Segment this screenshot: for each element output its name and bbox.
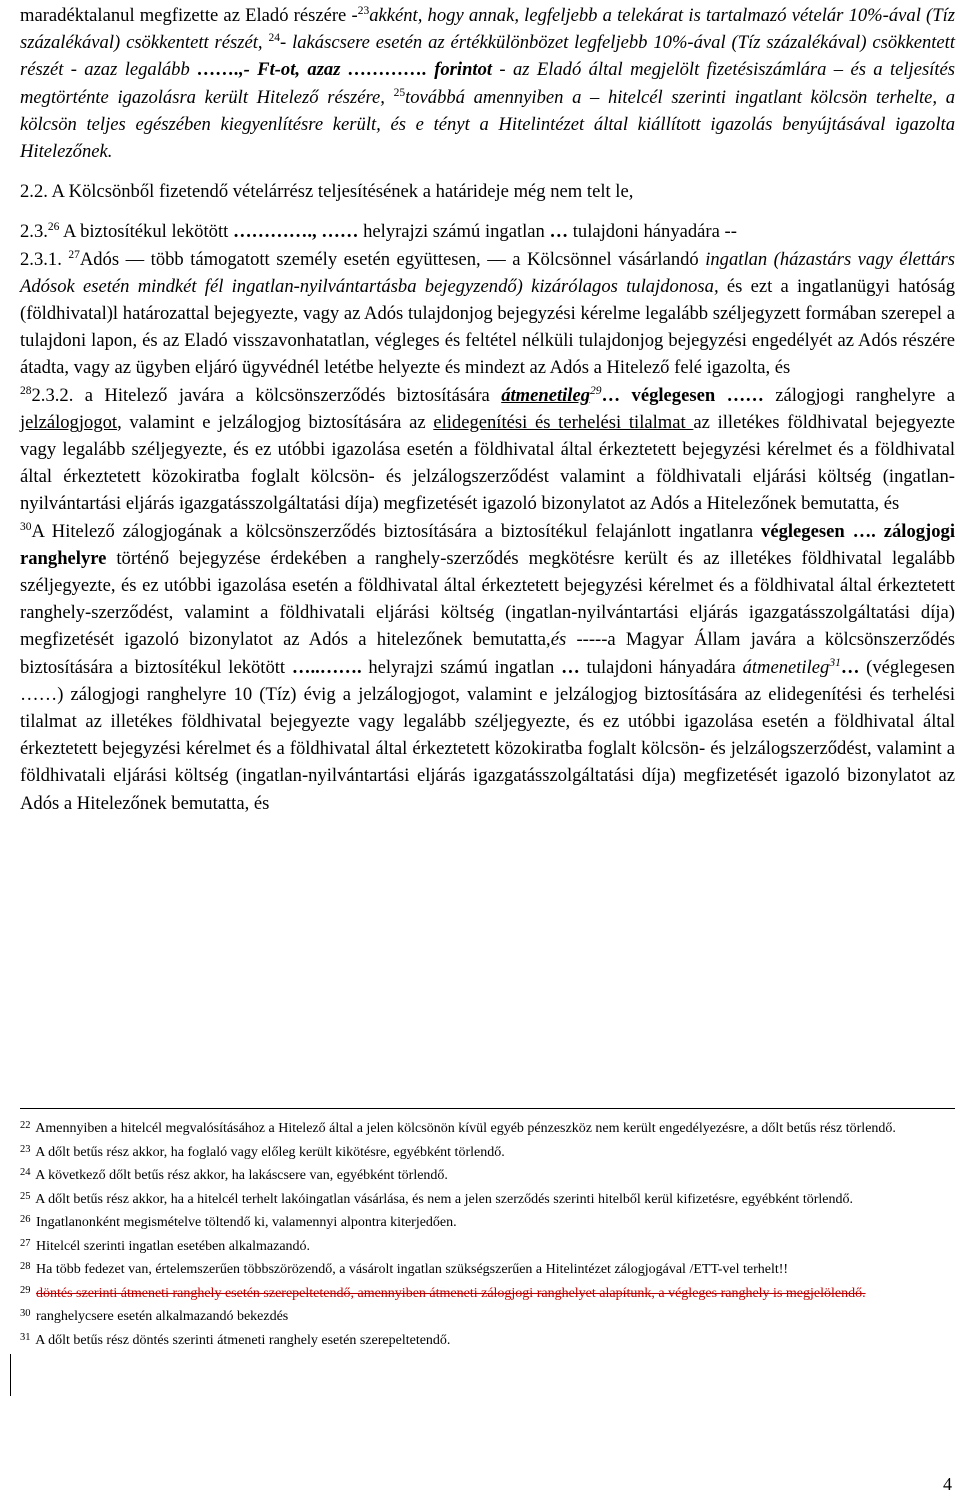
text-run: –– több támogatott személy esetén együttesen, ––: [125, 248, 506, 270]
footnote-text-deleted: döntés szerinti átmeneti ranghely esetén szerepeltetendő, amennyiben átmeneti zálogjogi ranghelyet alapítunk, a végleges ranghely is megjelölendő.: [36, 1285, 866, 1301]
page-number: 4: [943, 1474, 952, 1494]
footnote-number: 22: [20, 1120, 31, 1131]
footnote-number: 26: [20, 1214, 31, 1225]
text-run-bold-italic: átmenetileg: [501, 384, 591, 406]
footnote-number: 23: [20, 1143, 31, 1155]
text-run-bold: véglegesen …. zálogjogi ranghelyre: [20, 520, 955, 569]
footnote-29: [20, 1283, 955, 1305]
footnote-ref-23[interactable]: 23: [357, 5, 370, 17]
text-run: az illetékes földhivatal bejegyezte vagy legalább széljegyezte, és ez utóbbi igazolása esetén a földhivatal által érkeztetett bejegyzési kérelmet és a földhivatal által érkeztetett közokiratba foglalt kölcsön- és jelzálogszerződést valamint a földhivatali eljárási költség (ingatlan-nyilvántartási eljárás igazgatásszolgáltatási díja) megfizetését igazoló bizonylatot az Adós a Hitelezőnek bemutatta, és: [20, 411, 955, 515]
footnote-ref-29[interactable]: 29: [590, 384, 602, 397]
paragraph-2-3: [20, 218, 955, 245]
footnote-25: [20, 1189, 955, 1211]
text-run: maradéktalanul megfizette az Eladó részére -: [20, 5, 358, 26]
footnote-number: 30: [20, 1308, 31, 1319]
footnote-ref-30[interactable]: 30: [20, 520, 32, 533]
amount-placeholder: …….,- Ft-ot, azaz …………. forintot: [197, 59, 493, 81]
footnote-text: Ha több fedezet van, értelemszerűen többszörözendő, a vásárolt ingatlan szükségszerűen a Hitelintézet zálogjogával /ETT-vel terhelt!!: [36, 1262, 789, 1277]
text-run-underlined: jelzálogjogot: [20, 411, 118, 433]
footnote-text: A dőlt betűs rész akkor, ha foglaló vagy előleg került kikötésre, egyébként törlendő.: [35, 1144, 505, 1160]
section-number: 2.3.2. a Hitelező javára a kölcsönszerződés biztosítására: [31, 384, 502, 406]
footnote-text: A dőlt betűs rész akkor, ha a hitelcél terhelt lakóingatlan vásárlása, és nem a jelen szerződés szerinti hitelből kerül kifizetésre, egyébként törlendő.: [35, 1191, 853, 1207]
text-run-underlined: elidegenítési és terhelési tilalmat: [433, 411, 694, 433]
footnote-text: Ingatlanonként megismételve töltendő ki, valamennyi alpontra kiterjedően.: [36, 1215, 457, 1230]
footnote-number: 31: [20, 1331, 31, 1343]
section-number: 2.3.: [20, 221, 48, 243]
footnotes: [20, 1118, 955, 1353]
footnote-number: 29: [20, 1284, 31, 1296]
section-number: 2.3.1.: [20, 248, 69, 270]
share-placeholder: …: [561, 656, 580, 678]
footnote-number: 27: [20, 1237, 31, 1249]
text-run-italic: - lakáscsere esetén az értékkülönbözet legfeljebb 10%-ával (Tíz százalékával) csökkentett részét - azaz legalább: [20, 32, 956, 81]
footnote-ref-28[interactable]: 28: [20, 384, 32, 397]
footnote-30: [20, 1306, 955, 1328]
text-run-italic: továbbá amennyiben a – hitelcél szerinti ingatlant kölcsön terhelte, a kölcsön teljes egészében kiegyenlítésre került, és e tényt a Hitelintézet által kiállított igazolás benyújtásával igazolta Hitelezőnek.: [20, 86, 955, 163]
footnote-23: [20, 1142, 955, 1164]
share-placeholder: …: [549, 221, 569, 243]
text-run: a Kölcsönnel vásárlandó: [505, 248, 706, 270]
footnote-27: [20, 1236, 955, 1258]
text-run: A Hitelező zálogjogának a kölcsönszerződés biztosítására a biztosítékul felajánlott ingatlanra: [31, 520, 762, 542]
footnote-separator: [20, 1108, 955, 1109]
text-run: tulajdoni hányadára: [579, 656, 743, 678]
text-run-italic: átmenetileg: [742, 656, 830, 678]
parcel-placeholder: …..…….: [291, 656, 362, 678]
paragraph-2-3-1: [20, 246, 955, 382]
footnote-26: [20, 1212, 955, 1234]
text-run-bold: …: [840, 656, 860, 678]
footnote-31: [20, 1330, 955, 1352]
footnote-number: 25: [20, 1190, 31, 1202]
text-run: (véglegesen ……) zálogjogi ranghelyre 10 (Tíz) évig a jelzálogjogot, valamint e jelzálogjog biztosítására az elidegenítési és terhelési tilalmat az illetékes földhivatal bejegyezte vagy legalább széljegyezte, és ez utóbbi igazolása esetén a földhivatal által érkeztetett bejegyzési kérelmet és a földhivatal által érkeztetett közokiratba foglalt kölcsön- és jelzálogszerződést, valamint a földhivatali eljárási költség (ingatlan-nyilvántartási eljárás igazgatásszolgáltatási díja) megfizetését igazoló bizonylatot az Adós a Hitelezőnek bemutatta, és: [20, 656, 955, 814]
text-run-bold: … véglegesen ……: [601, 384, 764, 406]
text-run: tulajdoni hányadára --: [568, 221, 737, 243]
revision-bar: [10, 1354, 11, 1396]
text-run: történő bejegyzése érdekében a ranghely-szerződés megkötésre került és az illetékes földhivatal legalább széljegyezte, és ez utóbbi igazolása esetén a földhivatal által érkeztetett bejegyzési kérelmet és a földhivatal által érkeztetett ranghely-szerződést, valamint a földhivatali eljárási költség (ingatlan-nyilvántartási eljárás igazgatásszolgáltatási díja) megfizetését igazoló bizonylatot az Adós a hitelezőnek bemutatta,: [20, 547, 955, 651]
footnote-ref-27[interactable]: 27: [68, 248, 80, 261]
footnote-28: [20, 1259, 955, 1281]
text-run-italic: - az Eladó által megjelölt fizetésiszámlára – és a teljesítés megtörténte igazolásra került Hitelező részére,: [20, 59, 956, 108]
footnote-number: 24: [20, 1167, 31, 1178]
paragraph-2-3-2: [20, 382, 955, 518]
body-text: [20, 2, 955, 817]
text-run: és ezt a ingatlanügyi hatóság (földhivatal)l határozattal bejegyezte, vagy az Adós tulajdonjog bejegyzési kérelme legalább széljegyzett formában szerepel a tulajdoni lapon, és az Eladó visszavonhatatlan, végleges és feltétel nélküli tulajdonjog bejegyzési engedélyét az Adós részére átadta, vagy az ügyben eljáró ügyvédnél letétbe helyezte és mindezt az Adós a Hitelező felé igazolta, és: [20, 275, 955, 379]
footnote-ref-31[interactable]: 31: [829, 656, 841, 669]
paragraph-ranking: [20, 518, 955, 817]
footnote-ref-25[interactable]: 25: [393, 86, 406, 99]
footnote-ref-24[interactable]: 24: [268, 32, 280, 45]
text-run-italic: ingatlan (házastárs vagy élettárs Adósok esetén mindkét fél ingatlan-nyilvántartásba bejegyzendő) kizárólagos tulajdonosa,: [20, 248, 956, 297]
text-run: helyrajzi számú ingatlan: [361, 656, 562, 678]
text-run: , valamint e jelzálogjog biztosítására az: [117, 411, 434, 433]
text-run: A biztosítékul lekötött: [59, 221, 233, 243]
paragraph-fulfilment: [20, 2, 955, 165]
paragraph-2-2: 2.2. A Kölcsönből fizetendő vételárrész teljesítésének a határideje még nem telt le,: [20, 181, 634, 203]
parcel-placeholder: …………., ……: [232, 221, 359, 243]
text-run-italic: akként, hogy annak, legfeljebb a telekárat is tartalmazó vételár 10%-ával (Tíz százalékával) csökkentett részét,: [20, 5, 955, 54]
footnote-text: Hitelcél szerinti ingatlan esetében alkalmazandó.: [36, 1238, 311, 1254]
footnote-ref-26[interactable]: 26: [47, 221, 60, 234]
footnote-text: ranghelycsere esetén alkalmazandó bekezdés: [36, 1309, 289, 1324]
text-run: zálogjogi ranghelyre a: [763, 384, 955, 406]
footnote-text: Amennyiben a hitelcél megvalósításához a Hitelező által a jelen kölcsönön kívül egyéb pénzeszköz nem került engedélyezésre, a dőlt betűs rész törlendő.: [35, 1121, 896, 1136]
footnote-text: A dőlt betűs rész döntés szerinti átmeneti ranghely esetén szerepeltetendő.: [35, 1332, 451, 1348]
text-run: -----a Magyar Állam javára a kölcsönszerződés biztosítására a biztosítékul lekötött: [20, 629, 955, 678]
footnote-22: [20, 1118, 955, 1140]
footnote-24: [20, 1165, 955, 1187]
footnote-text: A következő dőlt betűs rész akkor, ha lakáscsere van, egyébként törlendő.: [35, 1168, 448, 1183]
footnote-number: 28: [20, 1261, 31, 1272]
text-run-italic: és: [550, 629, 567, 651]
text-run: Adós: [79, 248, 126, 270]
text-run: helyrajzi számú ingatlan: [358, 221, 550, 243]
